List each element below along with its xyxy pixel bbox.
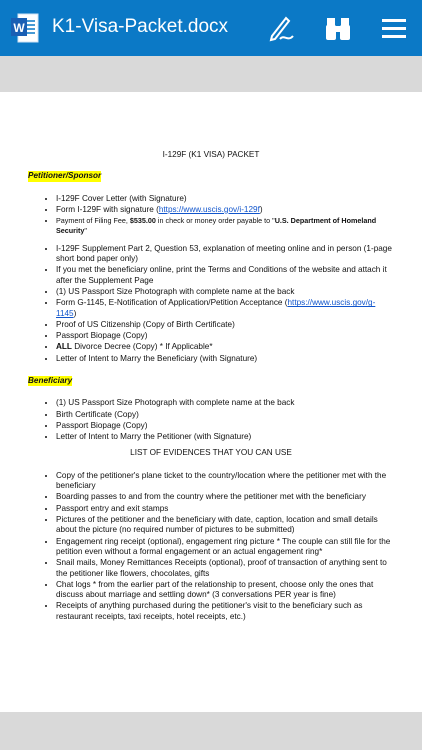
list-item: • Boarding passes to and from the country where the petitioner met with the beneficiary	[56, 492, 394, 502]
list-item: • Chat logs * from the earlier part of the relationship to present, choose only the ones that discuss about marriage and settling down* (3 conversations PER year is fine)	[56, 580, 394, 601]
list-item-text: Payment of Filing Fee,	[56, 216, 130, 226]
list-item: • If you met the beneficiary online, print the Terms and Conditions of the website and attach it after the Supplement Page	[56, 265, 394, 286]
page-gutter-top	[0, 56, 422, 92]
list-item-text: )	[259, 204, 263, 214]
list-item-text: Form I-129F with signature (	[56, 204, 159, 214]
beneficiary-list	[28, 398, 394, 442]
pen-edit-icon[interactable]	[266, 12, 298, 44]
list-item: • I-129F Supplement Part 2, Question 53, explanation of meeting online and in person (1-page short bond paper only)	[56, 244, 394, 265]
i129f-link[interactable]: https://www.uscis.gov/i-129f	[158, 204, 260, 214]
list-item	[56, 216, 394, 237]
list-item: • Copy of the petitioner's plane ticket to the country/location where the petitioner met with the beneficiary	[56, 471, 394, 492]
beneficiary-heading	[28, 376, 394, 386]
list-item: • Pictures of the petitioner and the beneficiary with date, caption, location and small details about the picture (no required number of pictures to be submitted)	[56, 515, 394, 536]
list-item: • Passport Biopage (Copy)	[56, 421, 394, 431]
list-item: • (1) US Passport Size Photograph with complete name at the back	[56, 398, 394, 408]
list-item	[56, 205, 394, 215]
evidence-list	[28, 471, 394, 622]
list-item: • Passport Biopage (Copy)	[56, 331, 394, 341]
document-heading: I-129F (K1 VISA) PACKET	[162, 150, 260, 159]
all-emphasis: ALL	[56, 342, 72, 352]
payee-name: U.S. Department of Homeland Security	[56, 216, 377, 236]
app-toolbar	[0, 0, 422, 56]
list-item-text: in check or money order payable to "	[155, 216, 275, 226]
list-item: • Proof of US Citizenship (Copy of Birth Certificate)	[56, 320, 394, 330]
g1145-link[interactable]: https://www.uscis.gov/g-1145	[56, 298, 376, 318]
petitioner-heading-label: Petitioner/Sponsor	[28, 171, 102, 181]
page-gutter-bottom	[0, 712, 422, 750]
list-item-text: "	[84, 226, 87, 236]
menu-icon[interactable]	[378, 12, 410, 44]
list-item: • Letter of Intent to Marry the Petitioner (with Signature)	[56, 432, 394, 442]
document-title: K1-Visa-Packet.docx	[52, 16, 229, 37]
svg-text:W: W	[13, 21, 25, 35]
list-item: • Receipts of anything purchased during the petitioner's visit to the beneficiary such as restaurant receipts, taxi receipts, hotel receipts, etc.)	[56, 601, 394, 622]
list-item	[56, 298, 394, 319]
list-item: • Snail mails, Money Remittances Receipts (optional), proof of transaction of anything sent to the petitioner like flowers, chocolates, gifts	[56, 558, 394, 579]
list-item-text: Divorce Decree (Copy) * If Applicable*	[71, 342, 213, 352]
fee-amount: $535.00	[129, 216, 156, 226]
list-item: • Engagement ring receipt (optional), engagement ring picture * The couple can still file for the petition even without a formal engagement or an actual engagement ring*	[56, 537, 394, 558]
list-item: • Passport entry and exit stamps	[56, 504, 394, 514]
list-item	[56, 342, 394, 352]
list-item: • I-129F Cover Letter (with Signature)	[56, 194, 394, 204]
list-item: • Birth Certificate (Copy)	[56, 410, 394, 420]
document-content	[28, 150, 394, 623]
list-item: • (1) US Passport Size Photograph with complete name at the back	[56, 287, 394, 297]
evidence-heading: LIST OF EVIDENCES THAT YOU CAN USE	[130, 447, 292, 457]
word-app-icon[interactable]	[10, 12, 40, 44]
list-item: • Letter of Intent to Marry the Beneficiary (with Signature)	[56, 354, 394, 364]
binoculars-find-icon[interactable]	[322, 12, 354, 44]
list-item-text: Form G-1145, E-Notification of Application/Petition Acceptance (	[56, 298, 288, 308]
petitioner-list	[28, 194, 394, 364]
list-item-text: )	[73, 308, 77, 318]
document-page[interactable]	[0, 92, 422, 712]
beneficiary-heading-label: Beneficiary	[28, 376, 73, 386]
petitioner-heading	[28, 171, 394, 181]
